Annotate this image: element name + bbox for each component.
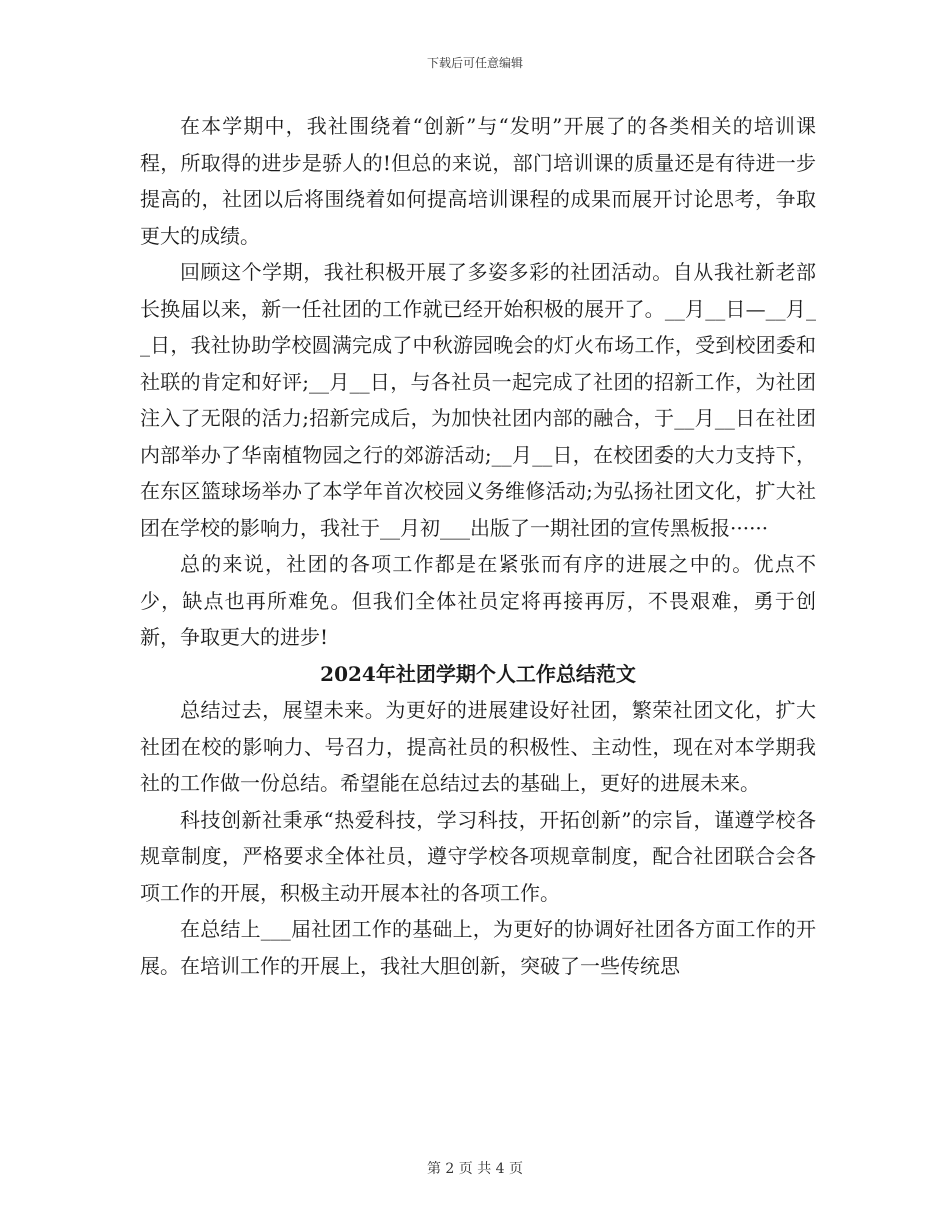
paragraph: 总结过去，展望未来。为更好的进展建设好社团，繁荣社团文化，扩大社团在校的影响力、号召力，提高社员的积极性、主动性，现在对本学期我社的工作做一份总结。希望能在总结过去的基础上，更好的进展未来。 — [140, 698, 816, 795]
page-number: 第 2 页 共 4 页 — [426, 1161, 524, 1177]
paragraph: 总的来说，社团的各项工作都是在紧张而有序的进展之中的。优点不少，缺点也再所难免。但我们全体社员定将再接再厉，不畏艰难，勇于创新，争取更大的进步! — [140, 552, 816, 649]
document-body — [140, 108, 816, 984]
paragraph: 科技创新社秉承“热爱科技，学习科技，开拓创新”的宗旨，谨遵学校各规章制度，严格要求全体社员，遵守学校各项规章制度，配合社团联合会各项工作的开展，积极主动开展本社的各项工作。 — [140, 807, 816, 905]
paragraph: 回顾这个学期，我社积极开展了多姿多彩的社团活动。自从我社新老部长换届以来，新一任社团的工作就已经开始积极的展开了。__月__日—__月__日，我社协助学校圆满完成了中秋游园晚会的灯火布场工作，受到校团委和社联的肯定和好评;__月__日，与各社员一起完成了社团的招新工作，为社团注入了无限的活力;招新完成后，为加快社团内部的融合，于__月__日在社团内部举办了华南植物园之行的郊游活动;__月__日，在校团委的大力支持下，在东区篮球场举办了本学年首次校园义务维修活动;为弘扬社团文化，扩大社团在学校的影响力，我社于__月初___出版了一期社团的宣传黑板报······ — [140, 260, 816, 540]
paragraph: 在总结上___届社团工作的基础上，为更好的协调好社团各方面工作的开展。在培训工作的开展上，我社大胆创新，突破了一些传统思 — [140, 917, 816, 978]
paragraph: 在本学期中，我社围绕着“创新”与“发明”开展了的各类相关的培训课程，所取得的进步是骄人的!但总的来说，部门培训课的质量还是有待进一步提高的，社团以后将围绕着如何提高培训课程的成果而展开讨论思考，争取更大的成绩。 — [140, 114, 816, 248]
section-title: 2024年社团学期个人工作总结范文 — [320, 661, 636, 686]
page-header-note: 下载后可任意编辑 — [426, 56, 523, 70]
